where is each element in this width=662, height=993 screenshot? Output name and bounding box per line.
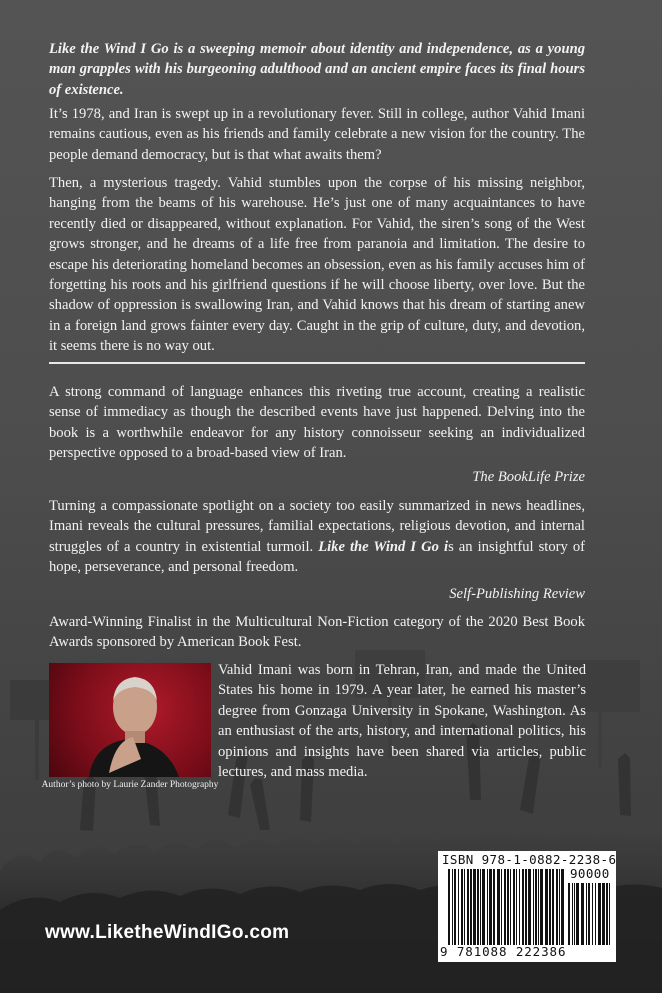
barcode-bar [497,869,500,945]
barcode-bar [574,883,575,945]
barcode-bar [528,869,531,945]
blurb-paragraph-2-box [49,173,585,357]
review-1-source: The BookLife Prize [472,469,585,485]
barcode-bar [609,883,610,945]
review-1-box [49,382,585,464]
barcode-bar [525,869,527,945]
barcode-bar [595,883,596,945]
barcode-bar [592,883,593,945]
blurb-paragraph-1-box [49,104,585,165]
isbn-label: ISBN 978-1-0882-2238-6 [442,852,617,867]
barcode-bar [448,869,450,945]
barcode-bar [501,869,502,945]
barcode-bars-main [448,869,564,945]
barcode-bar [467,869,469,945]
divider-line [49,362,585,364]
review-1-text: A strong command of language enhances this riveting true account, creating a realistic sense of immediacy as though the described events have just happened. Delving into the book is a worthwhile endeavor for any history connoisseur seeking an individualized perspective opposed to a broad-based view of Iran. [49,384,585,462]
barcode-bar [493,869,495,945]
review-2-text-before: Turning a compassionate spotlight on a society too easily summarized in news headlines, Imani reveals the cultural pressures, familial expectations, religious devotion, and internal struggles of a country in existential turmoil. [49,498,585,555]
award-text: Award-Winning Finalist in the Multicultural Non-Fiction category of the 2020 Best Book Awards sponsored by American Book Fest. [49,614,585,651]
barcode-bar [473,869,476,945]
author-photo [49,663,211,777]
review-2-box [49,496,585,578]
barcode-bar [510,869,511,945]
barcode-bar [606,883,608,945]
blurb-paragraph-1: It’s 1978, and Iran is swept up in a revolutionary fever. Still in college, author Vahid Imani remains cautious, even as his friends and family celebrate a new vision for the country. The people demand democracy, but is that what awaits them? [49,106,585,163]
barcode-bar [477,869,479,945]
barcode-bar [504,869,506,945]
review-2-text [49,496,585,578]
barcode-bar [535,869,537,945]
website-url: www.LiketheWindIGo.com [45,922,290,943]
barcode-bar [598,883,601,945]
barcode-bar [516,869,517,945]
barcode-bar [549,869,551,945]
barcode-bar [586,883,587,945]
barcode-bar [581,883,584,945]
review-2-source: Self-Publishing Review [449,586,585,602]
barcode-bar [519,869,520,945]
barcode-bar [458,869,459,945]
barcode-bar [522,869,524,945]
barcode-bar [533,869,534,945]
price-code: 90000 [570,866,610,881]
author-portrait-icon [49,663,211,777]
blurb-intro: Like the Wind I Go is a sweeping memoir about identity and independence, as a young man grapples with his burgeoning adulthood and an ancient empire faces its final hours of existence. [49,41,585,98]
barcode-bar [568,883,570,945]
barcode-bars-price [568,883,612,945]
barcode-bar [464,869,465,945]
barcode-bar [588,883,590,945]
author-bio: Vahid Imani was born in Tehran, Iran, and made the United States his home in 1979. A year later, he earned his master’s degree from Gonzaga University in Spokane, Washington. As an enthusiast of the arts, history, and international politics, his opinions and insights have been shared via articles, public lectures, and mass media. [218,662,586,781]
barcode-bar [561,869,564,945]
barcode-bar [452,869,453,945]
barcode-bar [461,869,463,945]
barcode-bar [470,869,472,945]
barcode-bar [538,869,539,945]
barcode-bar [482,869,485,945]
blurb-section [49,39,585,100]
barcode-bar [540,869,543,945]
barcode-bar [559,869,560,945]
barcode-bar [572,883,573,945]
barcode-bar [576,883,579,945]
review-2-text-after: s an insightful story of hope, perseverance, and personal freedom. [49,538,586,576]
review-2-book-title: Like the Wind I Go i [318,538,449,555]
barcode-bar [480,869,481,945]
barcode-bar [454,869,456,945]
isbn-digits: 9 781088 222386 [440,944,567,959]
barcode-bar [545,869,548,945]
barcode-bar [552,869,554,945]
photo-caption: Author’s photo by Laurie Zander Photography [41,780,219,790]
barcode-bar [489,869,492,945]
barcode-bar [602,883,605,945]
blurb-paragraph-2: Then, a mysterious tragedy. Vahid stumbles upon the corpse of his missing neighbor, hanging from the beams of his warehouse. He’s just one of many acquaintances to have recently died or disappeared, without explanation. For Vahid, the siren’s song of the West grows stronger, and he dreams of a life free from paranoia and limitation. The desire to escape his deteriorating homeland becomes an obsession, even as his family accuses him of forgetting his roots and his girlfriend questions if he will choose liberty, over love. But the shadow of oppression is swallowing Iran, and Vahid knows that his dream of starting anew in a foreign land grows fainter every day. Caught in the grip of culture, duty, and devotion, it seems there is no way out. [49,175,585,355]
isbn-barcode [438,851,616,962]
barcode-bar [487,869,488,945]
barcode-bar [513,869,515,945]
barcode-bar [556,869,558,945]
barcode-bar [507,869,509,945]
